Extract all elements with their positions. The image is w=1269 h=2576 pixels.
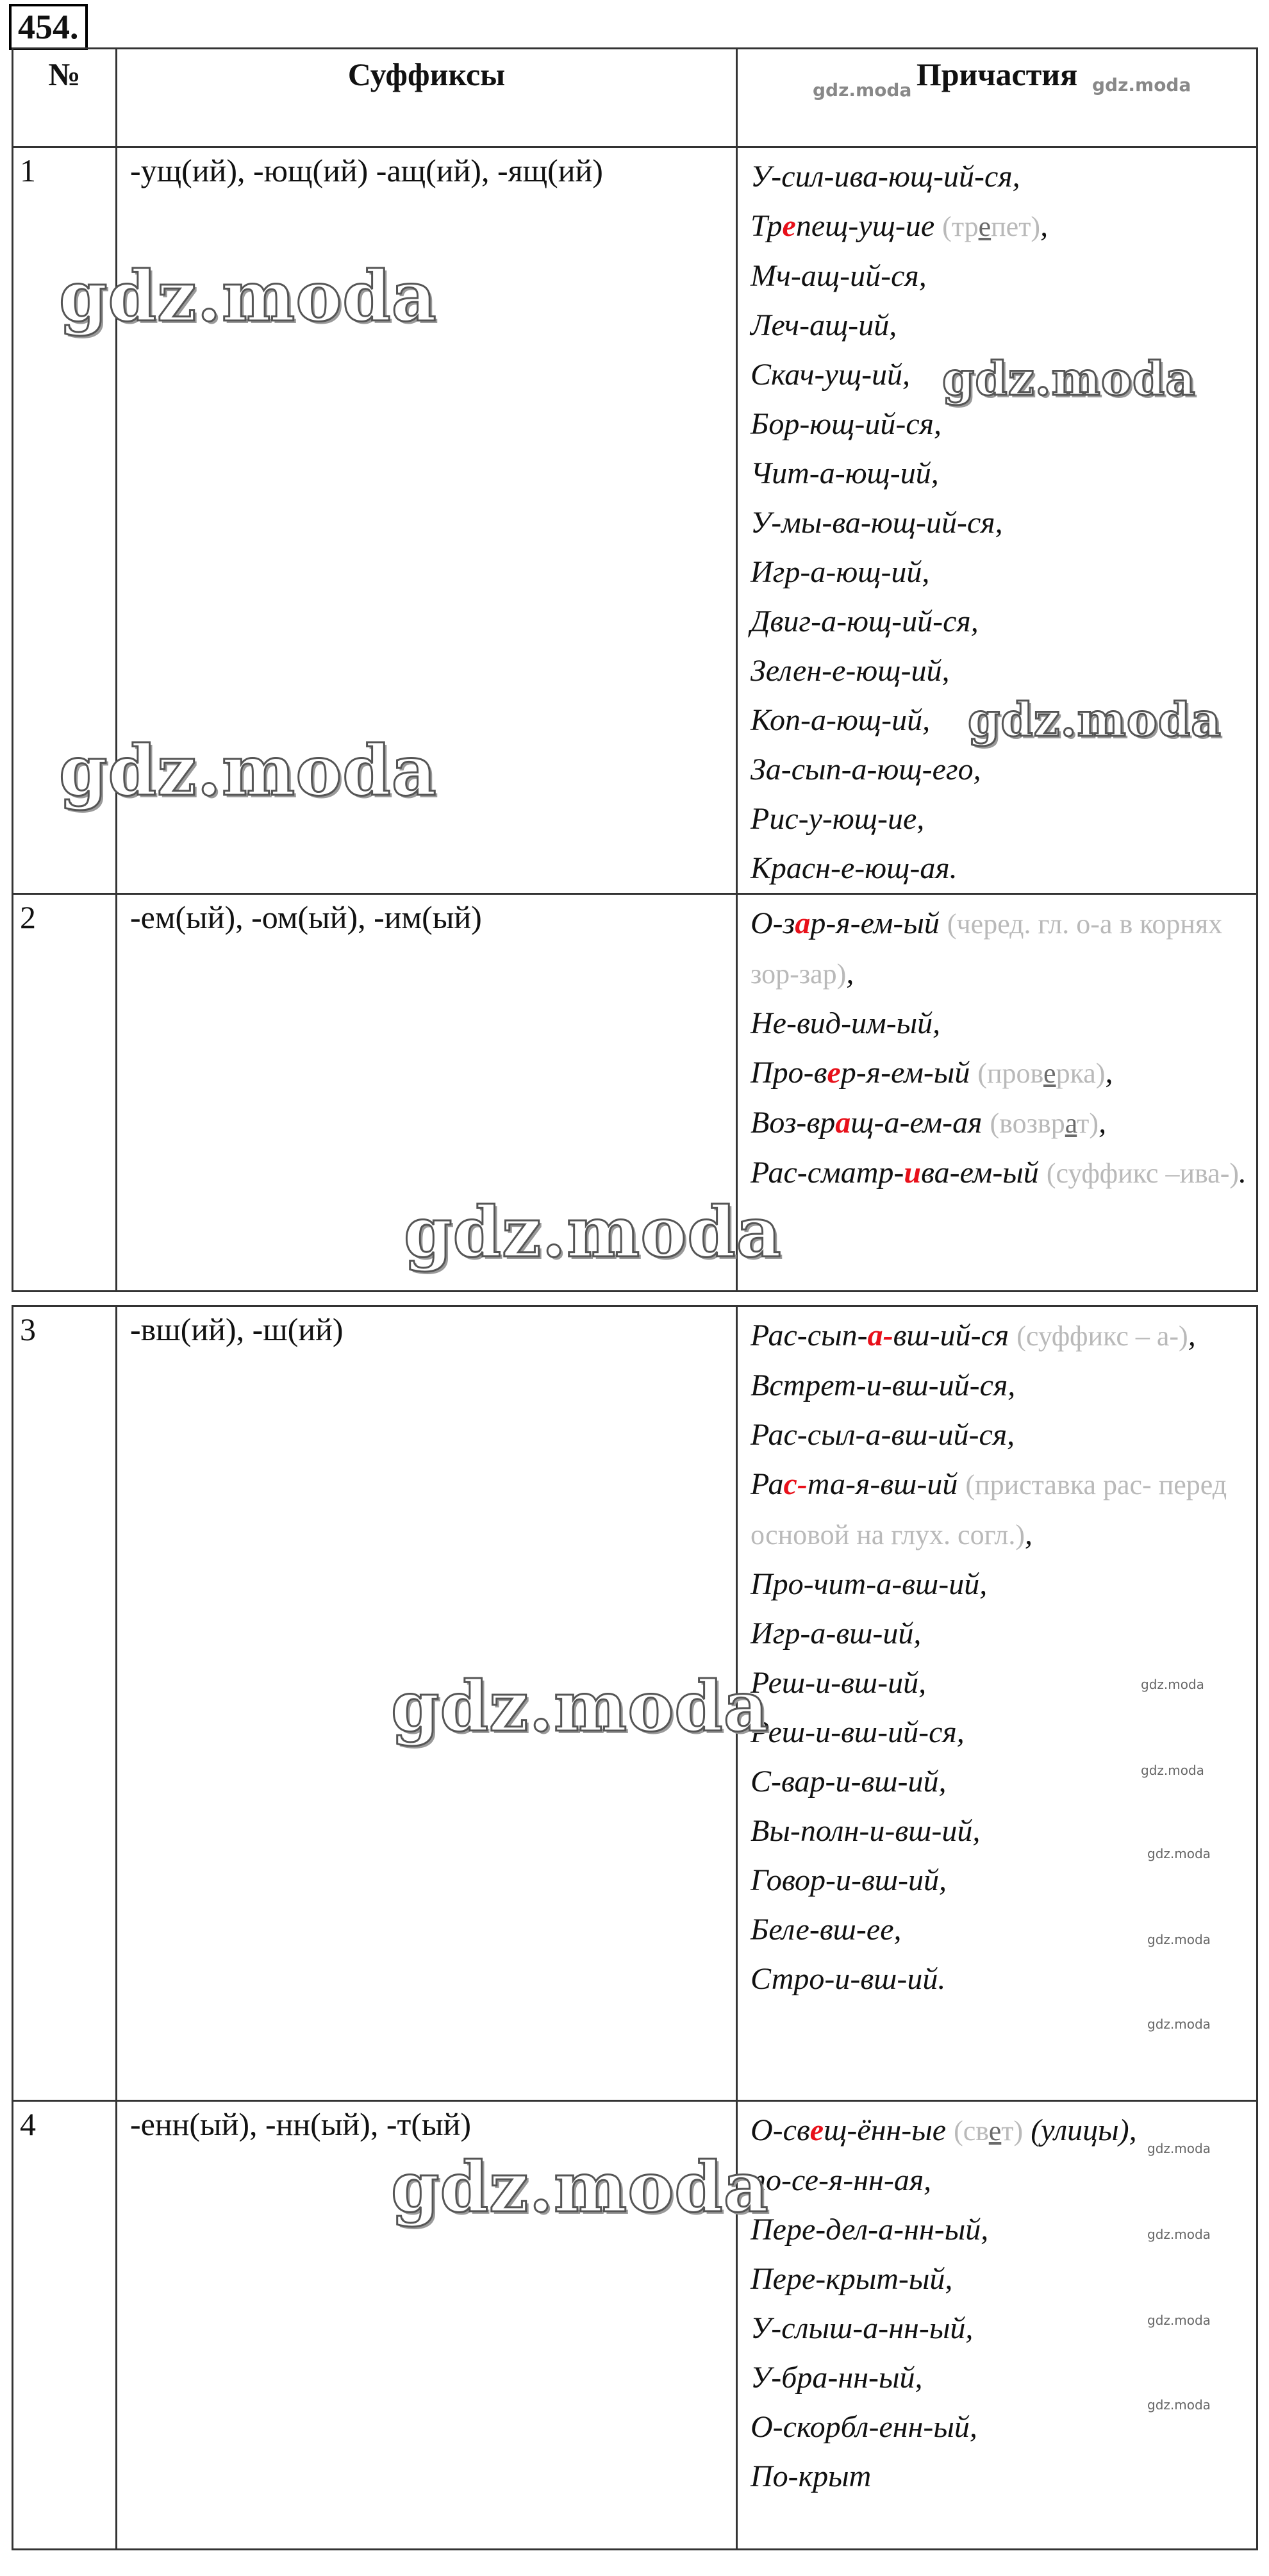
participle-line: За-сып-а-ющ-его,: [751, 752, 981, 786]
participle-line: Коп-а-ющ-ий,: [751, 703, 931, 737]
header-suffixes: Суффиксы: [117, 49, 737, 147]
watermark: gdz.moda: [391, 2147, 769, 2228]
participle-line: Встрет-и-вш-ий-ся,: [751, 1368, 1016, 1402]
participle-cell: [737, 894, 1257, 1292]
header-num: №: [13, 49, 117, 147]
watermark: gdz.moda: [1147, 2397, 1211, 2413]
participle-line: Рас-та-я-вш-ий (приставка рас- перед основой на глух. согл.),: [751, 1467, 1227, 1551]
participle-line: У-слыш-а-нн-ый,: [751, 2311, 974, 2345]
watermark: gdz.moda: [1092, 74, 1191, 96]
watermark: gdz.moda: [59, 256, 437, 337]
participle-line: Вы-полн-и-вш-ий,: [751, 1814, 981, 1848]
participle-line: Рис-у-ющ-ие,: [751, 802, 925, 836]
participle-line: По-крыт: [751, 2459, 872, 2493]
participle-line: О-зар-я-ем-ый (черед. гл. о-а в корнях зор-зар),: [751, 906, 1223, 990]
row-number: 1: [13, 147, 117, 894]
participle-line: Чит-а-ющ-ий,: [751, 456, 939, 490]
participle-line: Рас-сматр-ива-ем-ый (суффикс –ива-).: [751, 1156, 1247, 1190]
participle-line: Двиг-а-ющ-ий-ся,: [751, 604, 979, 638]
participle-line: С-вар-и-вш-ий,: [751, 1765, 947, 1799]
watermark: gdz.moda: [404, 1192, 782, 1273]
participle-line: Воз-вращ-а-ем-ая (возврат),: [751, 1106, 1107, 1140]
watermark: gdz.moda: [813, 79, 912, 101]
participle-line: Стро-и-вш-ий.: [751, 1962, 946, 1996]
watermark: gdz.moda: [1147, 2016, 1211, 2032]
participle-line: Зелен-е-ющ-ий,: [751, 654, 950, 688]
participle-line: Пере-дел-а-нн-ый,: [751, 2213, 989, 2247]
watermark: gdz.moda: [1141, 1677, 1204, 1692]
row-number: 3: [13, 1306, 117, 2101]
watermark: gdz.moda: [1147, 1932, 1211, 1947]
watermark: gdz.moda: [1147, 2141, 1211, 2156]
watermark: gdz.moda: [391, 1666, 769, 1747]
suffix-cell: -енн(ый), -нн(ый), -т(ый): [117, 2101, 737, 2550]
participle-line: Леч-ащ-ий,: [751, 308, 897, 342]
participle-line: Игр-а-ющ-ий,: [751, 555, 930, 589]
suffix-cell: -ем(ый), -ом(ый), -им(ый): [117, 894, 737, 1292]
watermark: gdz.moda: [59, 731, 437, 811]
participle-line: Рас-сып-а-вш-ий-ся (суффикс – а-),: [751, 1318, 1196, 1352]
participle-line: Реш-и-вш-ий-ся,: [751, 1715, 965, 1749]
participle-line: Скач-ущ-ий,: [751, 358, 911, 392]
suffix-table-part1: [12, 47, 1258, 1292]
table-header-row: [13, 49, 1257, 147]
watermark: gdz.moda: [968, 692, 1222, 747]
participle-line: Пере-крыт-ый,: [751, 2262, 953, 2296]
watermark: gdz.moda: [1147, 2227, 1211, 2242]
exercise-number: 454.: [9, 4, 88, 50]
participle-line: Про-чит-а-вш-ий,: [751, 1567, 988, 1601]
suffix-table-part2: [12, 1305, 1258, 2550]
participle-line: У-сил-ива-ющ-ий-ся,: [751, 160, 1020, 194]
participle-line: Бор-ющ-ий-ся,: [751, 407, 941, 441]
watermark: gdz.moda: [1147, 1846, 1211, 1861]
participle-line: О-свещ-ённ-ые (свет) (улицы),: [751, 2113, 1137, 2147]
participle-line: Говор-и-вш-ий,: [751, 1863, 947, 1897]
participle-line: Реш-и-вш-ий,: [751, 1666, 927, 1700]
participle-line: Не-вид-им-ый,: [751, 1006, 941, 1040]
watermark: gdz.moda: [1141, 1763, 1204, 1778]
participle-line: Игр-а-вш-ий,: [751, 1616, 922, 1650]
participle-line: Мч-ащ-ий-ся,: [751, 259, 927, 293]
header-participles: Причастия: [737, 49, 1257, 147]
participle-line: по-се-я-нн-ая,: [751, 2163, 932, 2197]
participle-line: У-мы-ва-ющ-ий-ся,: [751, 506, 1003, 540]
participle-line: У-бра-нн-ый,: [751, 2361, 923, 2395]
suffix-cell: -вш(ий), -ш(ий): [117, 1306, 737, 2101]
participle-line: Красн-е-ющ-ая.: [751, 851, 958, 885]
participle-line: О-скорбл-енн-ый,: [751, 2410, 977, 2444]
row-number: 2: [13, 894, 117, 1292]
watermark: gdz.moda: [1147, 2313, 1211, 2328]
participle-line: Беле-вш-ее,: [751, 1913, 902, 1947]
watermark: gdz.moda: [942, 351, 1196, 406]
participle-line: Рас-сыл-а-вш-ий-ся,: [751, 1418, 1015, 1452]
participle-line: Про-вер-я-ем-ый (проверка),: [751, 1056, 1113, 1090]
participle-cell: [737, 147, 1257, 894]
participle-line: Трепещ-ущ-ие (трепет),: [751, 209, 1049, 243]
row-number: 4: [13, 2101, 117, 2550]
participle-cell: [737, 1306, 1257, 2101]
suffix-cell: -ущ(ий), -ющ(ий) -ащ(ий), -ящ(ий): [117, 147, 737, 894]
